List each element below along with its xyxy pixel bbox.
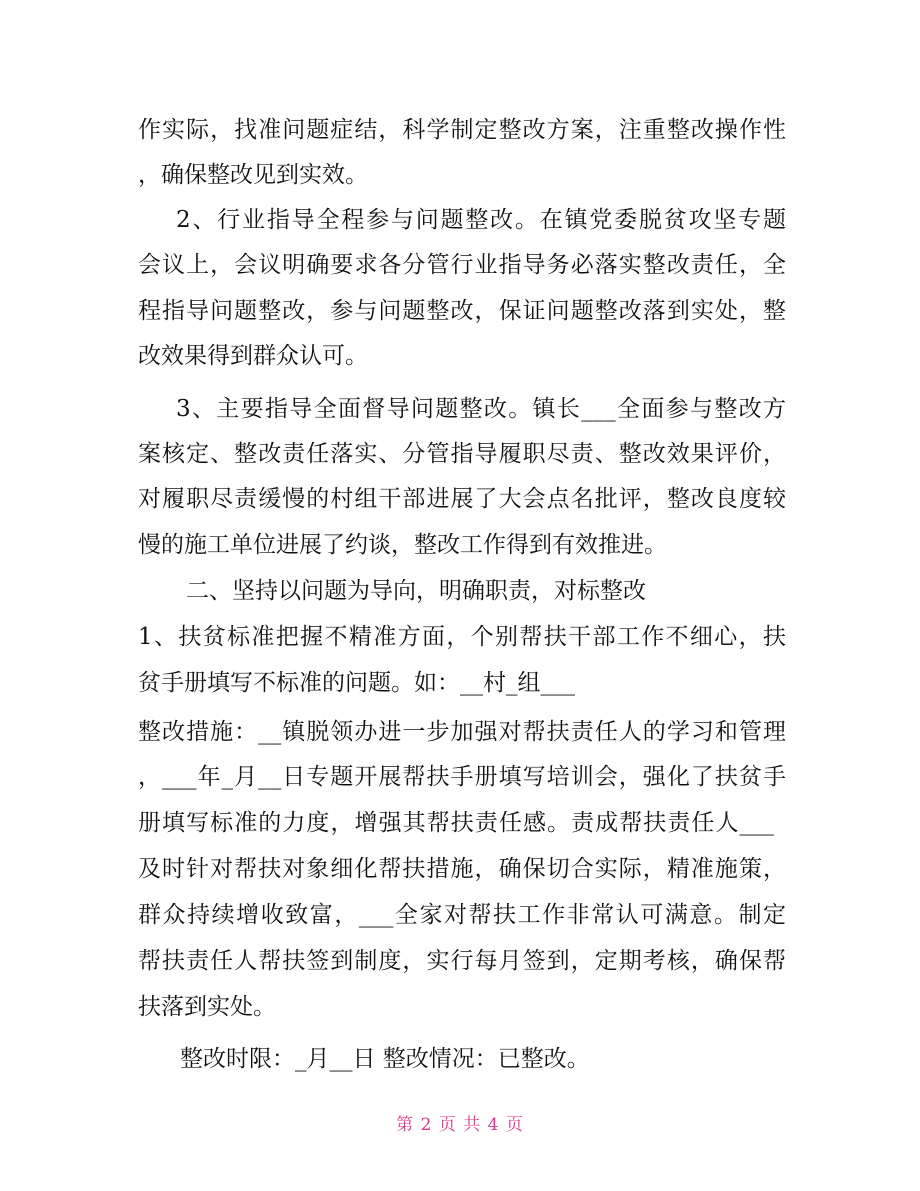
body-line: 程指导问题整改，参与问题整改，保证问题整改落到实处，整 — [138, 298, 786, 324]
body-line: 群众持续增收致富，___全家对帮扶工作非常认可满意。制定 — [138, 902, 786, 928]
body-line: 帮扶责任人帮扶签到制度，实行每月签到，定期考核，确保帮 — [138, 948, 786, 974]
body-line: 会议上，会议明确要求各分管行业指导务必落实整改责任，全 — [138, 252, 786, 278]
body-line: 慢的施工单位进展了约谈，整改工作得到有效推进。 — [138, 532, 667, 558]
body-line: 整改措施：__镇脱领办进一步加强对帮扶责任人的学习和管理 — [138, 719, 786, 745]
body-line: 整改时限：_月__日 整改情况：已整改。 — [180, 1046, 590, 1072]
section-heading: 二、坚持以问题为导向，明确职责，对标整改 — [186, 578, 646, 604]
body-line: 贫手册填写不标准的问题。如：__村_组___ — [138, 670, 575, 696]
body-line: 扶落到实处。 — [138, 994, 276, 1020]
page-number: 第 2 页 共 4 页 — [396, 1115, 524, 1135]
body-line: ，___年_月__日专题开展帮扶手册填写培训会，强化了扶贫手 — [138, 764, 786, 790]
paragraph-start-line: 3、主要指导全面督导问题整改。镇长___全面参与整改方 — [176, 396, 786, 422]
body-line: ，确保整改见到实效。 — [138, 162, 368, 188]
body-line: 册填写标准的力度，增强其帮扶责任感。责成帮扶责任人___ — [138, 810, 774, 836]
body-line: 及时针对帮扶对象细化帮扶措施，确保切合实际，精准施策， — [138, 856, 786, 882]
paragraph-start-line: 2、行业指导全程参与问题整改。在镇党委脱贫攻坚专题 — [176, 207, 786, 233]
body-line: 对履职尽责缓慢的村组干部进展了大会点名批评，整改良度较 — [138, 486, 786, 512]
body-line: 改效果得到群众认可。 — [138, 343, 368, 369]
body-line: 作实际，找准问题症结，科学制定整改方案，注重整改操作性 — [138, 117, 786, 143]
body-line: 案核定、整改责任落实、分管指导履职尽责、整改效果评价， — [138, 441, 786, 467]
body-line: 1、扶贫标准把握不精准方面，个别帮扶干部工作不细心，扶 — [138, 624, 786, 650]
